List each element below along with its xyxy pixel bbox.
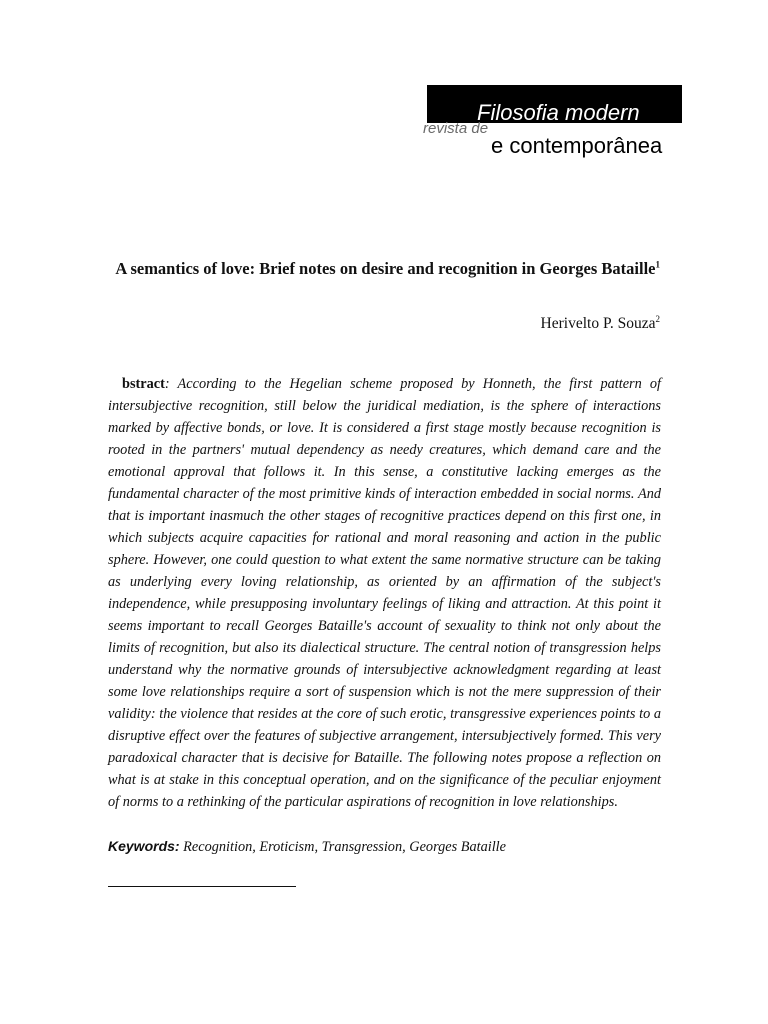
abstract-separator: :: [164, 376, 178, 392]
keywords: [108, 835, 661, 858]
abstract-text: According to the Hegelian scheme proposed by Honneth, the first pattern of intersubjective recognition, still below the juridical mediation, is the sphere of interactions marked by affective bonds, or love. It is considered a first stage mostly because recognition is rooted in the partners' mutual dependency as needy creatures, which demand care and the emotional approval that follows it. In this sense, a constitutive lacking emerges as the fundamental character of the most primitive kinds of interaction embedded in social norms. And that is important inasmuch the other stages of recognitive practices depend on this first one, in which subjects acquire capacities for rational and moral reasoning and action in the public sphere. However, one could question to what extent the same normative structure can be taking as underlying every loving relationship, as oriented by an affirmation of the subject's independence, while presupposing involuntary feelings of liking and attraction. At this point it seems important to recall Georges Bataille's account of sexuality to think not only about the limits of recognition, but also its dialectical structure. The central notion of transgression helps understand why the normative grounds of intersubjective acknowledgment regarding at least some love relationships require a sort of suspension which is not the mere suppression of their validity: the violence that resides at the core of such erotic, transgressive experiences points to a disruptive effect over the features of subjective arrangement, intersubjectively formed. This very paradoxical character that is decisive for Bataille. The following notes propose a reflection on what is at stake in this conceptual operation, and on the significance of the peculiar enjoyment of norms to a rethinking of the particular aspirations of recognition in love relationships.: [108, 376, 662, 810]
footnote-separator: [108, 886, 296, 887]
keywords-text: Recognition, Eroticism, Transgression, Georges Bataille: [179, 839, 507, 855]
author-name: Herivelto P. Souza: [540, 315, 656, 332]
journal-name-line2: revista de: [423, 120, 489, 137]
article-author: [110, 311, 660, 337]
journal-name-line3: e contemporânea: [491, 133, 663, 158]
title-footnote-marker: 1: [655, 259, 660, 270]
article-title-text: A semantics of love: Brief notes on desire and recognition in Georges Bataille: [115, 259, 656, 278]
journal-name-line1: [477, 101, 652, 125]
keywords-label: Keywords:: [108, 838, 180, 854]
author-footnote-marker: 2: [655, 313, 660, 324]
journal-name-main: Filosofia modern: [477, 100, 640, 125]
journal-name-suffix: a: [639, 100, 652, 125]
journal-header: [421, 85, 711, 165]
abstract-lead: bstract: [122, 376, 165, 392]
abstract: [108, 373, 661, 813]
article-title: [110, 255, 660, 283]
